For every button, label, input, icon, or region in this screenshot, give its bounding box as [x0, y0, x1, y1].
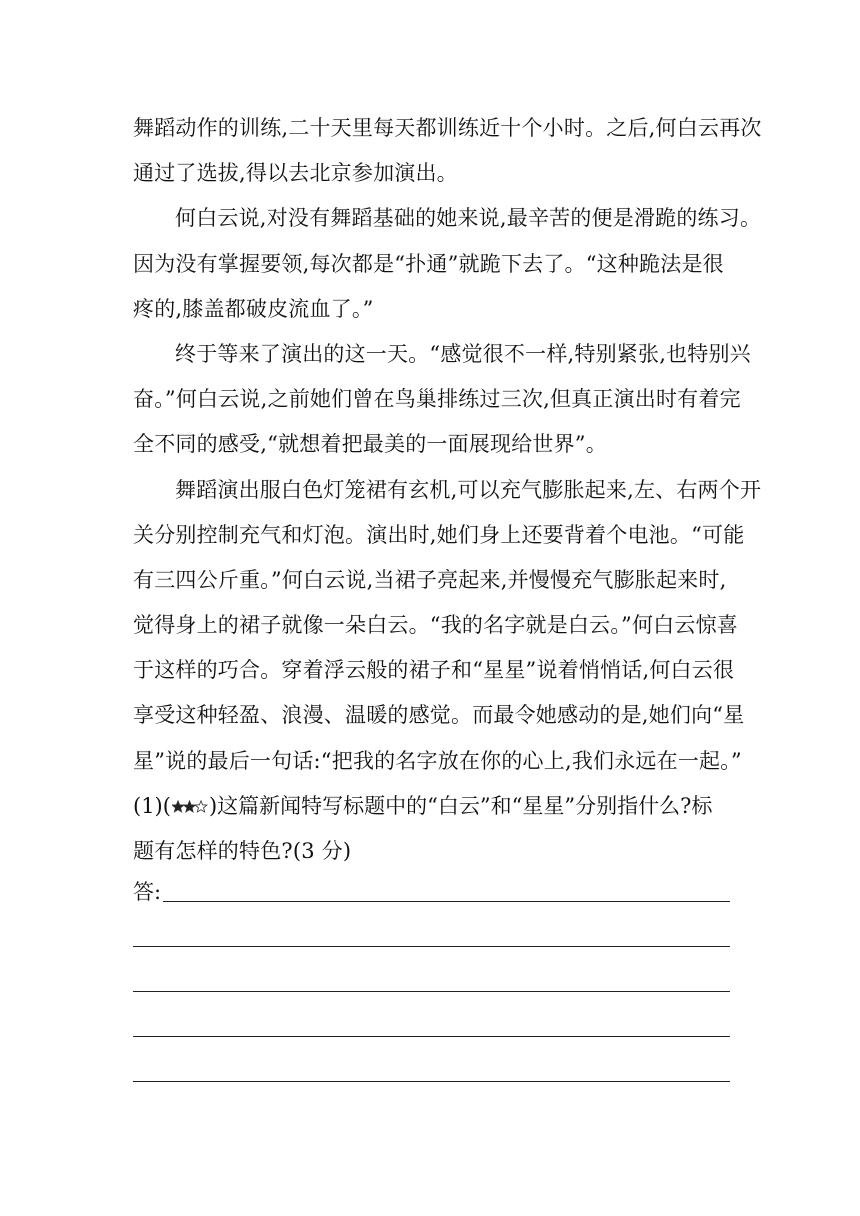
- passage-line: 享受这种轻盈、浪漫、温暖的感觉。而最令她感动的是,她们向“星: [133, 703, 745, 728]
- answer-blank-line[interactable]: [133, 1036, 730, 1037]
- passage-line: 觉得身上的裙子就像一朵白云。“我的名字就是白云。”何白云惊喜: [133, 613, 738, 638]
- passage-line: 通过了选拔,得以去北京参加演出。: [133, 161, 458, 186]
- star-filled-icon: [184, 801, 196, 812]
- answer-blank-line[interactable]: [133, 946, 730, 947]
- passage-line: 关分别控制充气和灯泡。演出时,她们身上还要背着个电池。“可能: [133, 522, 745, 547]
- passage-line: 奋。”何白云说,之前她们曾在鸟巢排练过三次,但真正演出时有着完: [133, 387, 741, 412]
- star-filled-icon: [172, 801, 184, 812]
- question-number: (1)(: [133, 793, 171, 818]
- answer-blank-line[interactable]: [133, 1081, 730, 1082]
- passage-line: 舞蹈动作的训练,二十天里每天都训练近十个小时。之后,何白云再次: [133, 116, 762, 140]
- passage-line: 因为没有掌握要领,每次都是“扑通”就跪下去了。“这种跪法是很: [133, 251, 724, 276]
- passage-line: 何白云说,对没有舞蹈基础的她来说,最辛苦的便是滑跪的练习。: [175, 206, 762, 231]
- answer-first-row: [133, 866, 730, 906]
- passage-line: 全不同的感受,“就想着把最美的一面展现给世界”。: [133, 432, 607, 457]
- question-line-1: [133, 784, 730, 829]
- passage-line: 于这样的巧合。穿着浮云般的裙子和“星星”说着悄悄话,何白云很: [133, 658, 735, 683]
- passage-line: 有三四公斤重。”何白云说,当裙子亮起来,并慢慢充气膨胀起来时,: [133, 567, 727, 592]
- answer-blank-line[interactable]: [163, 900, 730, 902]
- document-page: [133, 106, 762, 904]
- answer-label: 答:: [133, 880, 162, 904]
- answer-blank-line[interactable]: [133, 991, 730, 992]
- question-line-2: 题有怎样的特色?(3 分): [133, 839, 352, 863]
- passage-line: 疼的,膝盖都破皮流血了。”: [133, 296, 374, 321]
- passage-line: 星”说的最后一句话:“把我的名字放在你的心上,我们永远在一起。”: [133, 748, 742, 773]
- question-text-1: )这篇新闻特写标题中的“白云”和“星星”分别指什么?标: [208, 793, 713, 818]
- passage-line: 舞蹈演出服白色灯笼裙有玄机,可以充气膨胀起来,左、右两个开: [175, 477, 762, 502]
- star-outline-icon: [195, 801, 207, 812]
- passage-line: 终于等来了演出的这一天。“感觉很不一样,特别紧张,也特别兴: [175, 341, 751, 366]
- difficulty-stars-icon: [172, 797, 208, 815]
